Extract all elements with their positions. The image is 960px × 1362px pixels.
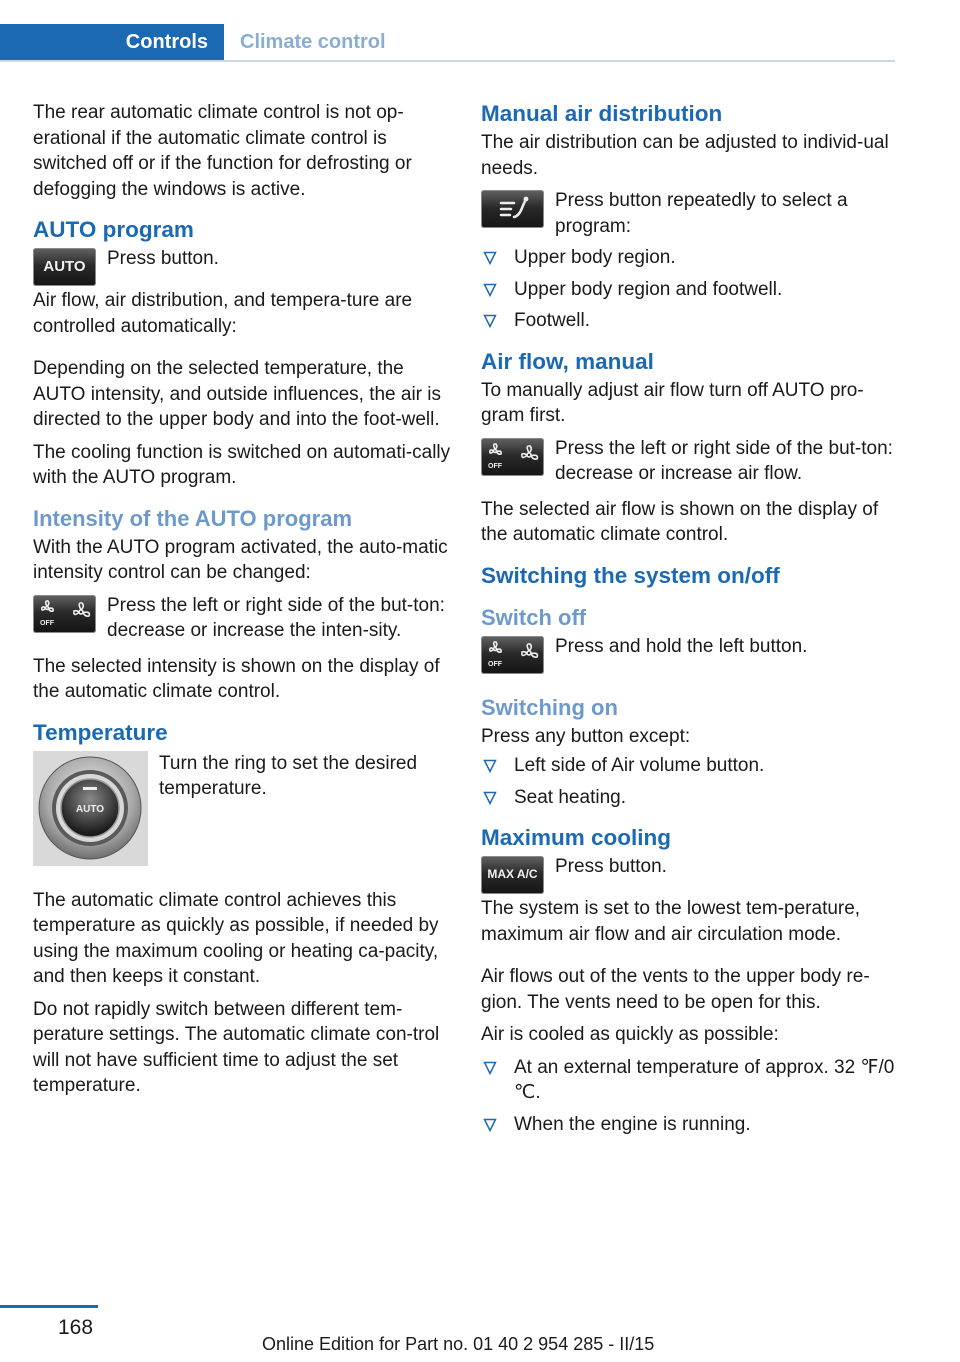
list-item xyxy=(481,245,899,271)
list-item-text: Footwell. xyxy=(514,310,591,331)
max-cooling-condition-list xyxy=(481,1055,899,1138)
triangle-bullet-icon xyxy=(483,1118,497,1132)
switch-off-heading: Switch off xyxy=(481,604,587,630)
switching-on-intro: Press any button except: xyxy=(481,725,691,747)
list-item-text: At an external temperature of approx. 32 ℉/0 ℃. xyxy=(514,1056,895,1103)
manual-distribution-intro: The air distribution can be adjusted to individ-ual needs. xyxy=(481,132,889,179)
fan-button-icon xyxy=(481,438,544,476)
list-item xyxy=(481,1112,899,1138)
max-cooling-description: The system is set to the lowest tem-perature, maximum air flow and air circulation mode. xyxy=(481,898,861,945)
auto-button-icon xyxy=(33,248,96,286)
intensity-heading: Intensity of the AUTO program xyxy=(33,505,353,531)
temperature-heading: Temperature xyxy=(33,719,168,745)
intensity-button-row xyxy=(33,593,451,644)
distribution-program-list xyxy=(481,245,899,334)
list-item-text: When the engine is running. xyxy=(514,1113,751,1135)
distribution-press-text: Press button repeatedly to select a program: xyxy=(555,190,848,237)
air-flow-paragraph: The selected air flow is shown on the display of the automatic climate control. xyxy=(481,498,879,545)
air-flow-heading: Air flow, manual xyxy=(481,348,654,374)
section-tab: Controls xyxy=(0,24,224,60)
triangle-bullet-icon xyxy=(483,759,497,773)
distribution-button-row xyxy=(481,188,899,239)
temperature-row xyxy=(33,751,451,866)
auto-button-row xyxy=(33,246,451,286)
header-rule xyxy=(0,60,895,62)
switch-off-text: Press and hold the left button. xyxy=(555,635,808,657)
max-cooling-paragraph-1: Air flows out of the vents to the upper body re-gion. The vents need to be open for this. xyxy=(481,966,870,1013)
fan-button-label: OFF xyxy=(488,462,502,470)
temperature-paragraph-2: Do not rapidly switch between different tem-perature settings. The automatic climate con-trol will not have sufficient time to adjust the set temperature. xyxy=(33,998,440,1096)
list-item xyxy=(481,277,899,303)
list-item xyxy=(481,1055,899,1106)
fan-icon xyxy=(481,438,544,476)
manual-distribution-heading: Manual air distribution xyxy=(481,101,723,126)
intensity-intro: With the AUTO program activated, the auto-matic intensity control can be changed: xyxy=(33,536,448,583)
auto-press-text: Press button. xyxy=(107,248,219,269)
list-item xyxy=(481,785,899,811)
switching-on-heading: Switching on xyxy=(481,694,618,720)
temperature-knob-label: AUTO xyxy=(75,803,105,815)
list-item-text: Seat heating. xyxy=(514,786,626,808)
auto-paragraph-1: Depending on the selected temperature, the AUTO intensity, and outside influences, the air is directed to the upper body and into the foot-well. xyxy=(33,358,442,430)
triangle-bullet-icon xyxy=(483,314,497,328)
air-flow-button-row xyxy=(481,436,899,487)
subsection-tab: Climate control xyxy=(240,31,386,53)
air-distribution-button-icon xyxy=(481,190,544,228)
temperature-paragraph-1: The automatic climate control achieves this temperature as quickly as possible, if needed by using the maximum cooling or heating ca-pacity, and then keeps it constant. xyxy=(33,889,439,987)
fan-icon xyxy=(481,636,544,674)
fan-icon xyxy=(33,595,96,633)
max-cooling-press-text: Press button. xyxy=(555,856,667,877)
triangle-bullet-icon xyxy=(483,283,497,297)
max-cooling-button-row xyxy=(481,854,899,894)
footer-rule xyxy=(0,1305,98,1308)
intensity-press-text: Press the left or right side of the but-ton: decrease or increase the inten-sity. xyxy=(107,594,445,641)
temperature-knob-icon xyxy=(33,751,148,866)
edition-footer: Online Edition for Part no. 01 40 2 954 285 - II/15 xyxy=(262,1334,655,1354)
list-item xyxy=(481,308,899,334)
auto-program-heading: AUTO program xyxy=(33,217,194,242)
max-ac-button-label: MAX A/C xyxy=(487,867,538,882)
triangle-bullet-icon xyxy=(483,791,497,805)
auto-paragraph-2: The cooling function is switched on automati-cally with the AUTO program. xyxy=(33,441,451,488)
list-item-text: Upper body region. xyxy=(514,247,676,268)
max-cooling-paragraph-2: Air is cooled as quickly as possible: xyxy=(481,1024,779,1045)
auto-button-label: AUTO xyxy=(43,258,86,276)
triangle-bullet-icon xyxy=(483,251,497,265)
max-cooling-heading: Maximum cooling xyxy=(481,825,672,850)
air-flow-intro: To manually adjust air flow turn off AUTO pro-gram first. xyxy=(481,379,864,426)
switching-on-exception-list xyxy=(481,753,899,810)
switching-heading: Switching the system on/off xyxy=(481,562,780,588)
list-item-text: Upper body region and footwell. xyxy=(514,278,783,300)
air-distribution-icon xyxy=(481,190,544,228)
intro-paragraph: The rear automatic climate control is not op-erational if the automatic climate control is switched off or if the function for defrosting or defogging the windows is active. xyxy=(33,102,412,200)
fan-button-icon xyxy=(33,595,96,633)
right-column xyxy=(481,100,899,1145)
switch-off-button-row xyxy=(481,634,899,674)
air-flow-press-text: Press the left or right side of the but-ton: decrease or increase air flow. xyxy=(555,437,893,484)
left-column xyxy=(33,100,451,1106)
fan-button-label: OFF xyxy=(488,660,502,668)
auto-description: Air flow, air distribution, and tempera-ture are controlled automatically: xyxy=(33,290,413,337)
max-ac-button-icon xyxy=(481,856,544,894)
fan-button-label: OFF xyxy=(40,619,54,627)
temperature-turn-text: Turn the ring to set the desired temperature. xyxy=(159,752,418,799)
triangle-bullet-icon xyxy=(483,1061,497,1075)
list-item-text: Left side of Air volume button. xyxy=(514,755,765,776)
temperature-ring-icon xyxy=(33,751,148,866)
page-number: 168 xyxy=(58,1316,94,1339)
list-item xyxy=(481,753,899,779)
page-header xyxy=(0,24,895,62)
fan-button-icon xyxy=(481,636,544,674)
intensity-paragraph: The selected intensity is shown on the display of the automatic climate control. xyxy=(33,655,440,702)
